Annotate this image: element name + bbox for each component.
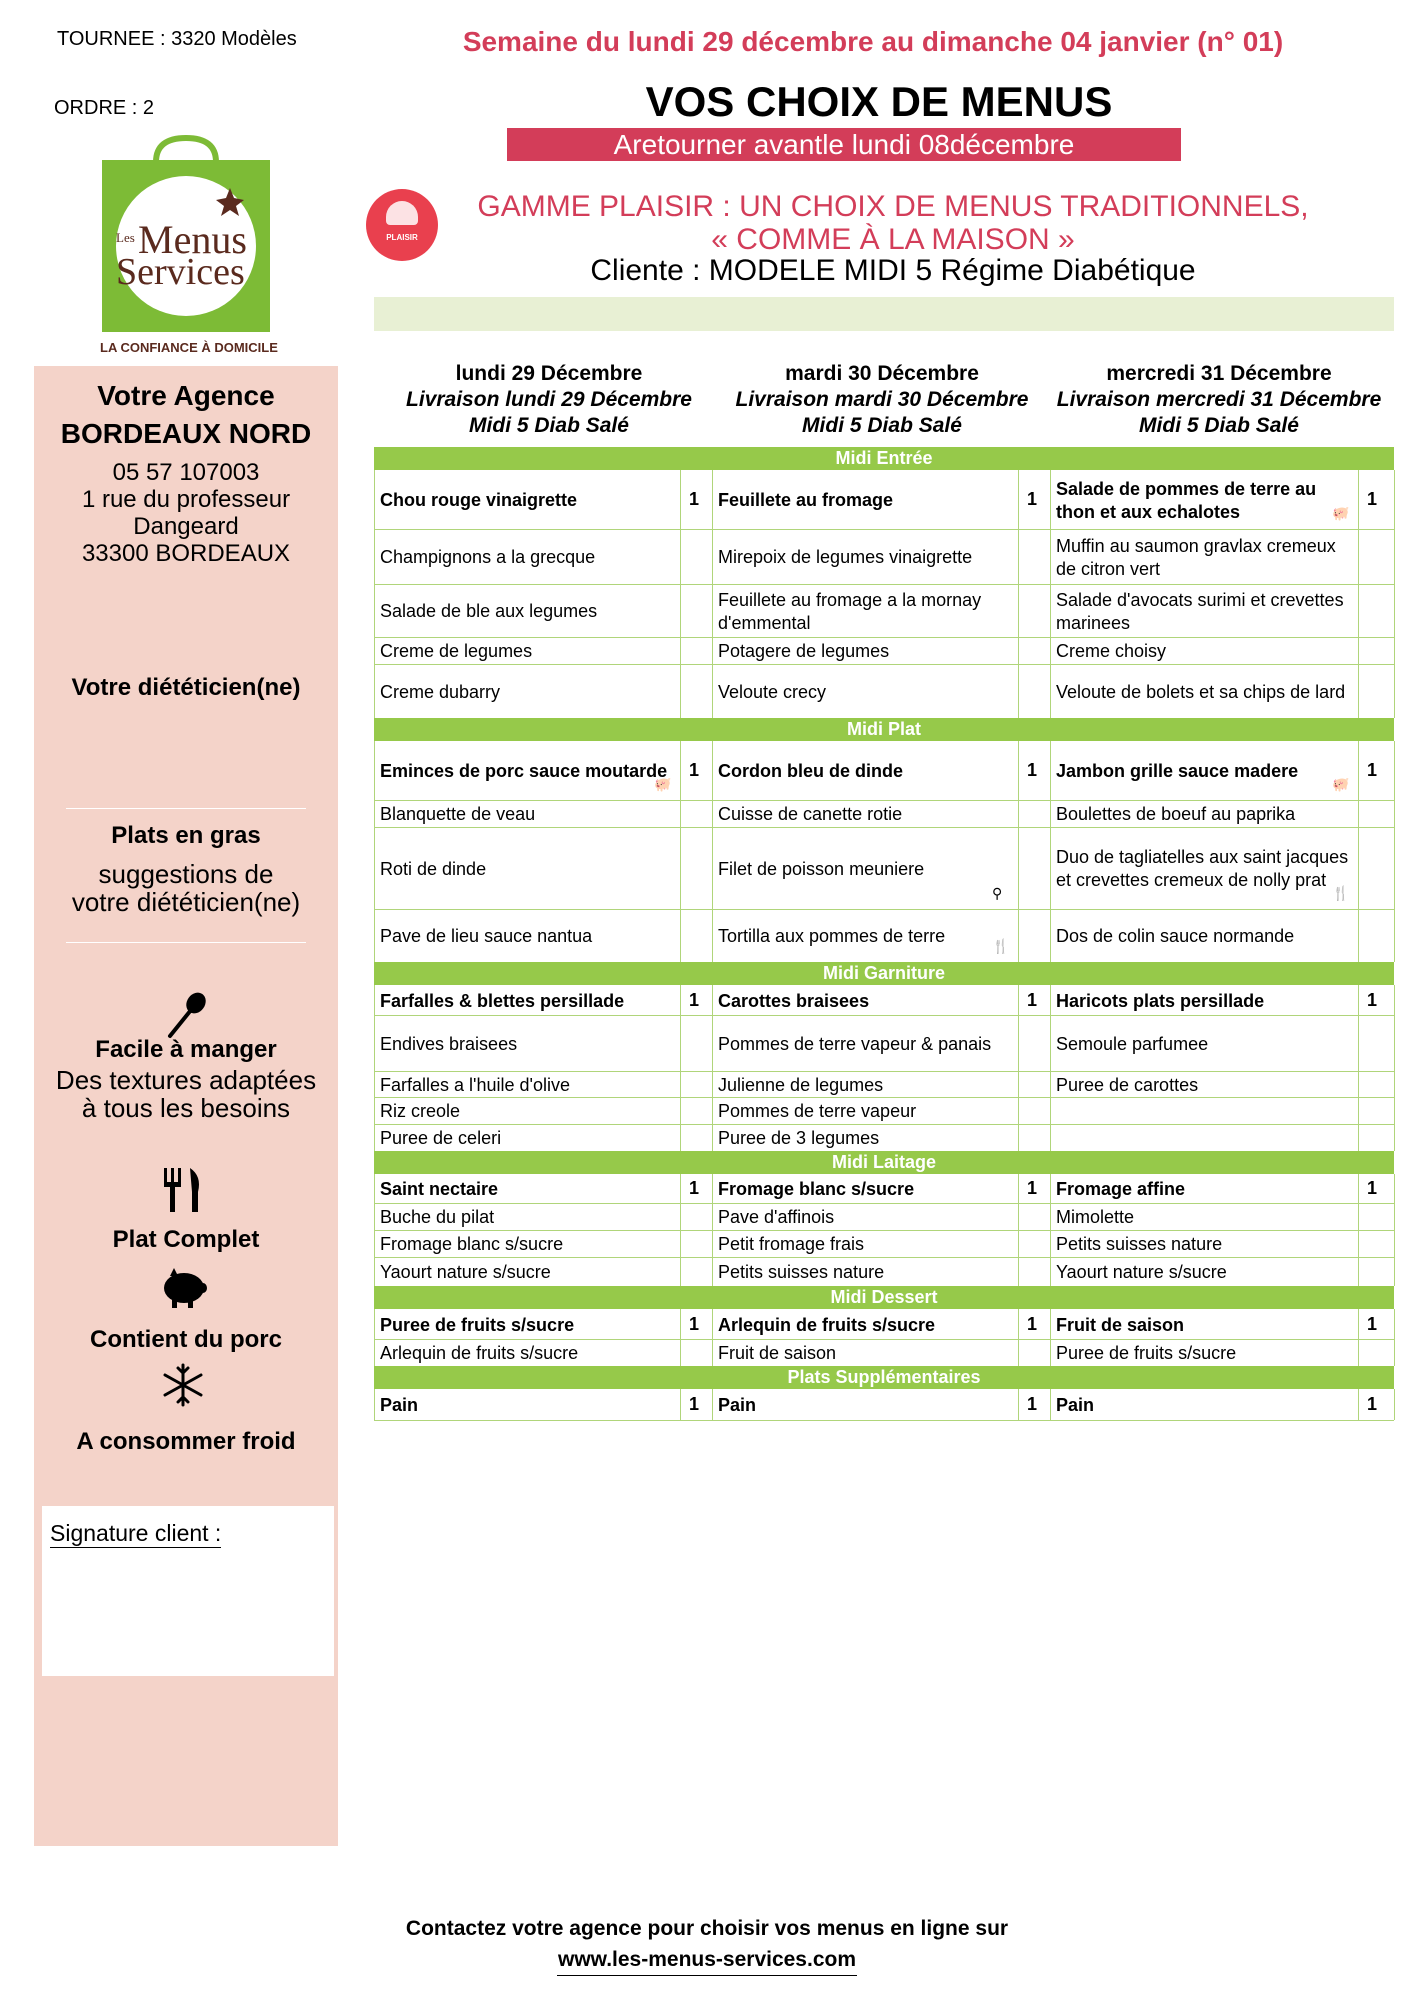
column-divider: [1050, 1389, 1051, 1420]
dish-name: Roti de dinde: [380, 858, 487, 879]
dish-name: Puree de fruits s/sucre: [380, 1314, 575, 1335]
dish-name: Filet de poisson meuniere: [718, 858, 925, 879]
menu-option[interactable]: [718, 1205, 1010, 1230]
quantity-value[interactable]: 1: [1026, 1178, 1037, 1198]
footer-text: Contactez votre agence pour choisir vos menus en ligne sur: [405, 1917, 1009, 1940]
menu-option[interactable]: [1056, 472, 1350, 529]
dish-name: Puree de celeri: [380, 1128, 502, 1148]
agency-phone: 05 57 107003: [112, 459, 260, 486]
row-divider: [374, 1230, 1394, 1231]
menu-option[interactable]: [1056, 911, 1350, 962]
dish-name: Puree de 3 legumes: [718, 1128, 880, 1148]
menu-option[interactable]: [718, 829, 1010, 909]
column-divider: [1050, 470, 1051, 718]
menu-option[interactable]: [380, 1073, 672, 1097]
dish-name: Yaourt nature s/sucre: [380, 1262, 551, 1282]
column-divider: [680, 741, 681, 962]
menu-option[interactable]: [1056, 666, 1350, 718]
menu-option[interactable]: [718, 1232, 1010, 1257]
dish-name: Yaourt nature s/sucre: [1056, 1262, 1227, 1282]
bold-dishes-line-2: votre diététicien(ne): [71, 887, 301, 917]
pig-icon: 🐖: [1332, 776, 1350, 792]
column-divider: [680, 1174, 681, 1286]
pig-icon: 🐖: [1332, 505, 1350, 521]
column-divider: [680, 985, 681, 1151]
dish-name: Feuillete au fromage a la mornay d'emmental: [718, 589, 982, 633]
menu-option[interactable]: [380, 1126, 672, 1151]
logo-text-services: Services: [116, 251, 245, 293]
menu-option[interactable]: [1056, 1205, 1350, 1230]
menu-option[interactable]: [380, 1017, 672, 1071]
signature-label: Signature client :: [50, 1520, 222, 1546]
menu-option[interactable]: [380, 1311, 672, 1339]
dish-name: Riz creole: [380, 1101, 461, 1121]
column-divider: [1394, 1309, 1395, 1366]
badge-label: PLAISIR: [386, 233, 418, 242]
menu-option[interactable]: [718, 911, 1010, 962]
dish-name: Salade de ble aux legumes: [380, 601, 598, 621]
easy-eat-line-1: Des textures adaptées: [55, 1065, 317, 1095]
quantity-value[interactable]: 1: [688, 1178, 699, 1198]
menu-option[interactable]: [718, 639, 1010, 664]
menu-option[interactable]: [1056, 743, 1350, 800]
menu-option[interactable]: [718, 802, 1010, 827]
quantity-value[interactable]: 1: [1026, 489, 1037, 509]
section-header-laitage: Midi Laitage: [374, 1151, 1394, 1174]
column-divider: [1050, 741, 1051, 962]
row-divider: [374, 800, 1394, 801]
menu-option[interactable]: [1056, 639, 1350, 664]
column-divider: [712, 1389, 713, 1420]
dish-name: Potagere de legumes: [718, 641, 890, 661]
quantity-value[interactable]: 1: [688, 1314, 699, 1334]
column-divider: [374, 1389, 375, 1420]
dish-name: Pommes de terre vapeur: [718, 1101, 917, 1121]
menu-option[interactable]: [718, 1099, 1010, 1124]
column-divider: [1050, 1174, 1051, 1286]
column-divider: [1050, 985, 1051, 1151]
dish-name: Farfalles a l'huile d'olive: [380, 1074, 570, 1095]
dish-name: Champignons a la grecque: [380, 547, 596, 567]
dietitian-label: Votre diététicien(ne): [71, 674, 301, 701]
dish-name: Chou rouge vinaigrette: [380, 490, 578, 510]
dish-name: Fruit de saison: [1056, 1314, 1185, 1335]
day-label: lundi 29 Décembre: [455, 362, 643, 385]
menu-option[interactable]: [380, 586, 672, 637]
menu-option[interactable]: [380, 829, 672, 909]
column-divider: [1018, 470, 1019, 718]
menu-option[interactable]: [1056, 829, 1350, 909]
dish-name: Pommes de terre vapeur & panais: [718, 1033, 992, 1054]
column-divider: [712, 1174, 713, 1286]
pork-label: Contient du porc: [90, 1326, 282, 1353]
dish-name: Creme de legumes: [380, 641, 533, 661]
quantity-value[interactable]: 1: [1026, 760, 1037, 780]
quantity-value[interactable]: 1: [688, 489, 699, 509]
fork-icon: 🍴: [992, 938, 1010, 954]
quantity-value[interactable]: 1: [1026, 990, 1037, 1010]
gamme-line-1: GAMME PLAISIR : UN CHOIX DE MENUS TRADITIONNELS,: [477, 190, 1309, 223]
menu-label: Midi 5 Diab Salé: [1139, 414, 1299, 437]
menu-option[interactable]: [1056, 1341, 1350, 1366]
agency-address-1: 1 rue du professeur: [81, 486, 291, 513]
spoon-icon: ⚲: [992, 885, 1003, 901]
dish-name: Haricots plats persillade: [1056, 990, 1265, 1011]
bold-dishes-title: Plats en gras: [111, 822, 261, 849]
day-label: mercredi 31 Décembre: [1106, 362, 1332, 385]
menu-option[interactable]: [380, 1176, 672, 1203]
gamme-line-2: « COMME À LA MAISON »: [711, 223, 1075, 256]
menu-option[interactable]: [380, 1259, 672, 1286]
dish-name: Petit fromage frais: [718, 1234, 865, 1254]
menu-option[interactable]: [1056, 1259, 1350, 1286]
quantity-value[interactable]: 1: [1366, 1314, 1377, 1334]
dish-name: Tortilla aux pommes de terre: [718, 926, 946, 946]
menu-label: Midi 5 Diab Salé: [802, 414, 962, 437]
dish-name: Pain: [718, 1395, 757, 1415]
dish-name: Farfalles & blettes persillade: [380, 990, 625, 1011]
column-divider: [374, 741, 375, 962]
dish-name: Fromage blanc s/sucre: [380, 1234, 564, 1254]
menu-option[interactable]: [718, 1341, 1010, 1366]
section-header-plat: Midi Plat: [374, 718, 1394, 741]
menu-option[interactable]: [380, 802, 672, 827]
menu-option[interactable]: [718, 743, 1010, 800]
column-divider: [712, 985, 713, 1151]
dish-name: Puree de fruits s/sucre: [1056, 1343, 1237, 1363]
dish-name: Petits suisses nature: [1056, 1234, 1223, 1254]
day-label: mardi 30 Décembre: [785, 362, 979, 385]
menu-option[interactable]: [380, 911, 672, 962]
menu-label: Midi 5 Diab Salé: [469, 414, 629, 437]
dish-name: Boulettes de boeuf au paprika: [1056, 804, 1296, 824]
column-divider: [680, 1309, 681, 1366]
quantity-value[interactable]: 1: [688, 760, 699, 780]
quantity-value[interactable]: 1: [1366, 990, 1377, 1010]
menu-option[interactable]: [1056, 1391, 1350, 1420]
quantity-value[interactable]: 1: [1026, 1394, 1037, 1414]
column-divider: [374, 985, 375, 1151]
quantity-value[interactable]: 1: [688, 990, 699, 1010]
row-divider: [374, 1339, 1394, 1340]
row-divider: [374, 909, 1394, 910]
dish-name: Mimolette: [1056, 1207, 1135, 1227]
row-divider: [374, 1257, 1394, 1258]
menu-option[interactable]: [718, 472, 1010, 529]
column-divider: [374, 1309, 375, 1366]
pig-icon: 🐖: [654, 776, 672, 792]
column-divider: [1018, 741, 1019, 962]
column-divider: [1358, 1174, 1359, 1286]
section-header-entree: Midi Entrée: [374, 447, 1394, 470]
menu-option[interactable]: [718, 1073, 1010, 1097]
menu-option[interactable]: [380, 472, 672, 529]
row-divider: [374, 1203, 1394, 1204]
menu-option[interactable]: [718, 1017, 1010, 1071]
column-divider: [1358, 1389, 1359, 1420]
menu-option[interactable]: [718, 1126, 1010, 1151]
menu-option[interactable]: [1056, 802, 1350, 827]
column-divider: [1018, 1174, 1019, 1286]
dish-name: Pave d'affinois: [718, 1207, 835, 1227]
menu-option[interactable]: [1056, 1176, 1350, 1203]
quantity-value[interactable]: 1: [1366, 1178, 1377, 1198]
dish-name: Semoule parfumee: [1056, 1033, 1209, 1054]
return-notice: Aretourner avantle lundi 08décembre: [507, 128, 1181, 161]
easy-eat-line-2: à tous les besoins: [81, 1093, 291, 1123]
menu-option[interactable]: [1056, 1311, 1350, 1339]
fork-icon: 🍴: [1332, 885, 1350, 901]
row-divider: [374, 827, 1394, 828]
dish-name: Salade de pommes de terre au thon et aux echalotes: [1056, 478, 1317, 522]
dish-name: Arlequin de fruits s/sucre: [718, 1314, 936, 1335]
logo-tagline: LA CONFIANCE À DOMICILE: [100, 340, 278, 355]
menu-option[interactable]: [380, 531, 672, 584]
agency-title: Votre Agence: [97, 380, 275, 411]
dish-name: Jambon grille sauce madere: [1056, 761, 1299, 781]
menu-option[interactable]: [380, 1205, 672, 1230]
column-divider: [1394, 741, 1395, 962]
dish-name: Blanquette de veau: [380, 804, 536, 824]
delivery-label: Livraison lundi 29 Décembre: [406, 388, 692, 411]
dish-name: Muffin au saumon gravlax cremeux de citron vert: [1056, 535, 1336, 579]
column-divider: [1358, 985, 1359, 1151]
row-divider: [374, 584, 1394, 585]
dish-name: Creme dubarry: [380, 681, 501, 702]
dish-name: Julienne de legumes: [718, 1074, 884, 1095]
dish-name: Mirepoix de legumes vinaigrette: [718, 547, 973, 567]
dish-name: Carottes braisees: [718, 990, 870, 1011]
delivery-label: Livraison mardi 30 Décembre: [735, 388, 1029, 411]
dish-name: Pain: [1056, 1395, 1095, 1415]
bold-dishes-line-1: suggestions de: [98, 859, 274, 889]
menu-option[interactable]: [1056, 531, 1350, 584]
column-divider: [1394, 1389, 1395, 1420]
menu-option[interactable]: [380, 1391, 672, 1420]
dish-name: Salade d'avocats surimi et crevettes marinees: [1056, 589, 1344, 633]
menu-option[interactable]: [1056, 1073, 1350, 1097]
dish-name: Pain: [380, 1395, 419, 1415]
dish-name: Arlequin de fruits s/sucre: [380, 1343, 579, 1363]
dish-name: Fruit de saison: [718, 1343, 837, 1363]
quantity-value[interactable]: 1: [1366, 760, 1377, 780]
menu-option[interactable]: [380, 987, 672, 1015]
column-divider: [1018, 1309, 1019, 1366]
agency-address-2: Dangeard: [133, 513, 239, 540]
column-divider: [1394, 470, 1395, 718]
column-divider: [680, 1389, 681, 1420]
menu-option[interactable]: [1056, 586, 1350, 637]
complete-dish-label: Plat Complet: [112, 1226, 260, 1253]
dish-name: Eminces de porc sauce moutarde: [380, 761, 668, 781]
menu-option[interactable]: [718, 1176, 1010, 1203]
column-divider: [1018, 985, 1019, 1151]
dish-name: Feuillete au fromage: [718, 490, 894, 510]
dish-name: Puree de carottes: [1056, 1074, 1199, 1095]
cold-label: A consommer froid: [76, 1428, 296, 1455]
menu-option[interactable]: [718, 531, 1010, 584]
section-header-supp: Plats Supplémentaires: [374, 1366, 1394, 1389]
menu-option[interactable]: [718, 586, 1010, 637]
row-divider: [374, 529, 1394, 530]
menu-option[interactable]: [1056, 1099, 1350, 1124]
logo-text-menus: Menus: [138, 217, 247, 262]
dish-name: Veloute de bolets et sa chips de lard: [1056, 681, 1346, 702]
dish-name: Saint nectaire: [380, 1179, 499, 1199]
quantity-value[interactable]: 1: [1366, 1394, 1377, 1414]
menu-option[interactable]: [380, 743, 672, 800]
agency-name: BORDEAUX NORD: [60, 418, 312, 449]
column-divider: [374, 470, 375, 718]
menu-option[interactable]: [718, 987, 1010, 1015]
column-divider: [712, 741, 713, 962]
row-divider: [374, 1420, 1394, 1421]
menu-option[interactable]: [380, 1099, 672, 1124]
client-label: Cliente : MODELE MIDI 5 Régime Diabétique: [590, 254, 1196, 287]
row-divider: [374, 1071, 1394, 1072]
page-title: VOS CHOIX DE MENUS: [645, 78, 1113, 125]
column-divider: [1358, 470, 1359, 718]
footer-url-link[interactable]: www.les-menus-services.com: [557, 1948, 857, 1976]
dish-name: Cordon bleu de dinde: [718, 761, 903, 781]
menu-option[interactable]: [718, 1259, 1010, 1286]
dish-name: Duo de tagliatelles aux saint jacques et crevettes cremeux de nolly prat: [1056, 847, 1349, 890]
column-divider: [712, 470, 713, 718]
column-divider: [374, 1174, 375, 1286]
menu-option[interactable]: [380, 666, 672, 718]
delivery-label: Livraison mercredi 31 Décembre: [1056, 388, 1382, 411]
column-divider: [1394, 985, 1395, 1151]
row-divider: [374, 1097, 1394, 1098]
column-divider: [1358, 741, 1359, 962]
dish-name: Pave de lieu sauce nantua: [380, 926, 593, 946]
dish-name: Dos de colin sauce normande: [1056, 926, 1295, 946]
column-divider: [1050, 1309, 1051, 1366]
menu-option[interactable]: [1056, 987, 1350, 1015]
menu-option[interactable]: [1056, 1126, 1350, 1151]
quantity-value[interactable]: 1: [688, 1394, 699, 1414]
dish-name: Creme choisy: [1056, 641, 1167, 661]
dish-name: Buche du pilat: [380, 1207, 495, 1227]
menu-option[interactable]: [380, 1232, 672, 1257]
tournee-label: TOURNEE : 3320 Modèles: [57, 28, 297, 50]
menu-option[interactable]: [1056, 1232, 1350, 1257]
section-header-garniture: Midi Garniture: [374, 962, 1394, 985]
dish-name: Endives braisees: [380, 1033, 518, 1054]
menu-option[interactable]: [1056, 1017, 1350, 1071]
menu-option[interactable]: [718, 1391, 1010, 1420]
menu-option[interactable]: [718, 1311, 1010, 1339]
row-divider: [374, 1015, 1394, 1016]
row-divider: [374, 664, 1394, 665]
easy-eat-title: Facile à manger: [95, 1036, 277, 1063]
week-title: Semaine du lundi 29 décembre au dimanche 04 janvier (n° 01): [462, 26, 1284, 57]
column-divider: [712, 1309, 713, 1366]
column-divider: [680, 470, 681, 718]
menu-option[interactable]: [718, 666, 1010, 718]
section-header-dessert: Midi Dessert: [374, 1286, 1394, 1309]
menu-option[interactable]: [380, 1341, 672, 1366]
logo-text-les: Les: [116, 230, 135, 245]
dish-name: Petits suisses nature: [718, 1262, 885, 1282]
dish-name: Fromage affine: [1056, 1179, 1186, 1199]
dish-name: Cuisse de canette rotie: [718, 804, 903, 824]
dish-name: Fromage blanc s/sucre: [718, 1179, 915, 1199]
row-divider: [374, 1124, 1394, 1125]
quantity-value[interactable]: 1: [1366, 489, 1377, 509]
ordre-label: ORDRE : 2: [54, 97, 155, 119]
quantity-value[interactable]: 1: [1026, 1314, 1037, 1334]
column-divider: [1018, 1389, 1019, 1420]
row-divider: [374, 637, 1394, 638]
column-divider: [1358, 1309, 1359, 1366]
menu-option[interactable]: [380, 639, 672, 664]
column-divider: [1394, 1174, 1395, 1286]
agency-address-3: 33300 BORDEAUX: [81, 540, 291, 567]
dish-name: Veloute crecy: [718, 681, 827, 702]
